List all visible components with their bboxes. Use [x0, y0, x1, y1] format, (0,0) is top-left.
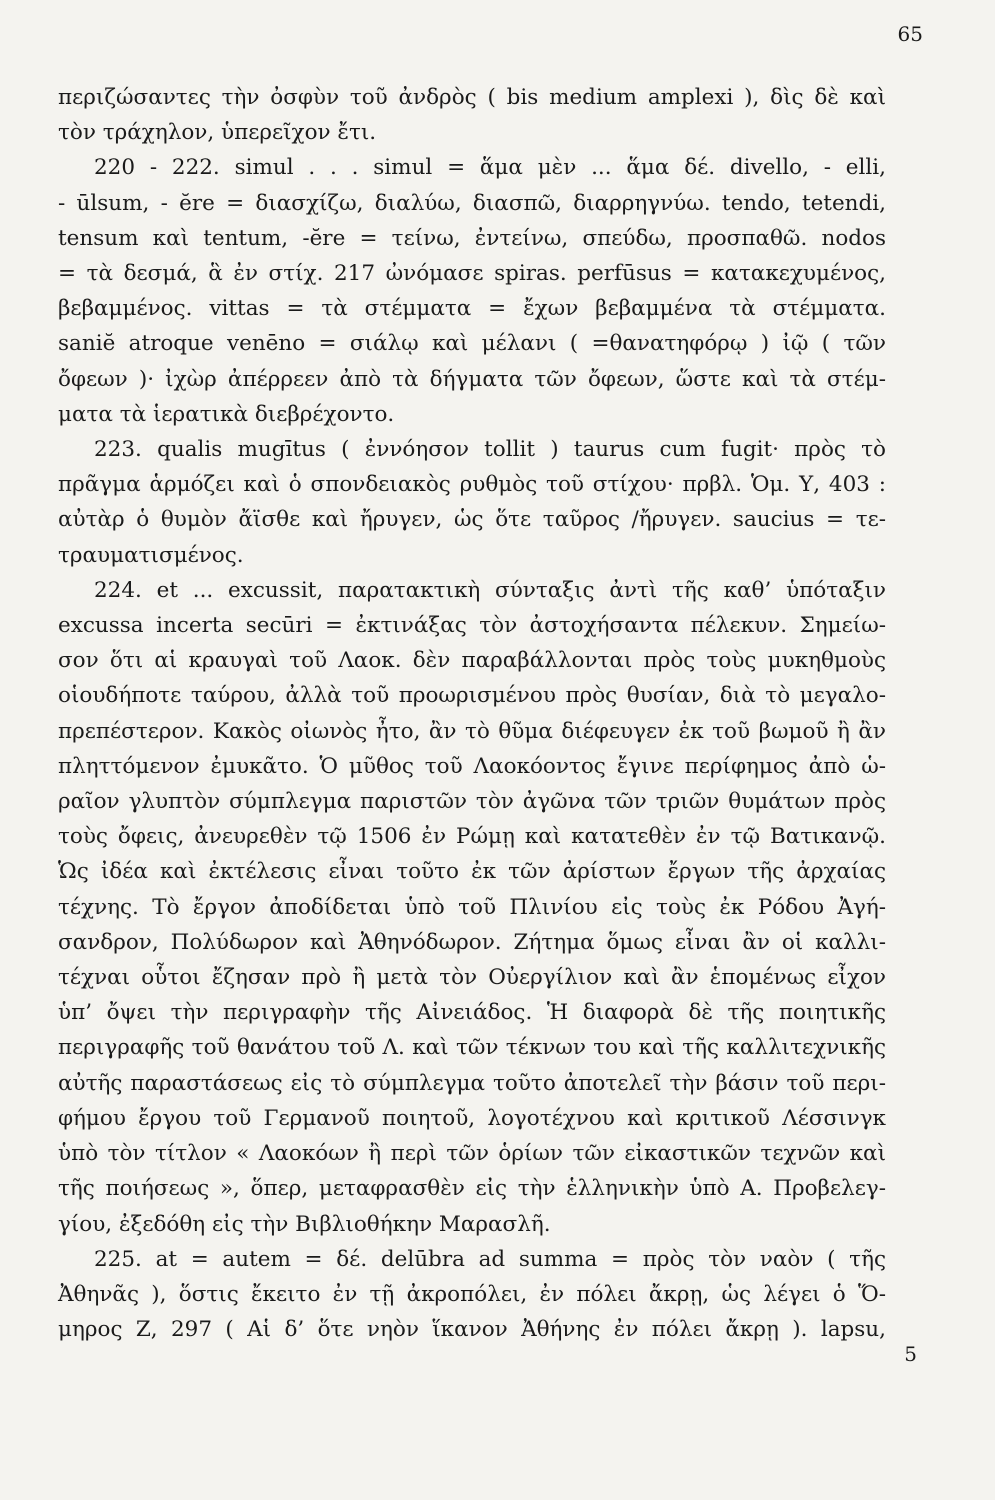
text-line: Ὡς ἰδέα καὶ ἐκτέλεσις εἶναι τοῦτο ἐκ τῶν ἀρίστων ἔργων τῆς ἀρχαίας — [58, 859, 886, 885]
text-line: σον ὅτι αἱ κραυγαὶ τοῦ Λαοκ. δὲν παραβάλλονται πρὸς τοὺς μυκηθμοὺς — [58, 648, 886, 674]
text-line: πρᾶγμα ἁρμόζει καὶ ὁ σπονδειακὸς ρυθμὸς τοῦ στίχου· πρβλ. Ὁμ. Υ, 403 : — [58, 472, 886, 498]
text-line: 225. at = autem = δέ. delūbra ad summa = πρὸς τὸν ναὸν ( τῆς — [94, 1246, 886, 1272]
signature-mark: 5 — [904, 1342, 917, 1366]
text-line: ὑπὸ τὸν τίτλον « Λαοκόων ἢ περὶ τῶν ὁρίων τῶν εἰκαστικῶν τεχνῶν καὶ — [58, 1141, 886, 1167]
text-line: βεβαμμένος. vittas = τὰ στέμματα = ἔχων βεβαμμένα τὰ στέμματα. — [58, 296, 886, 322]
text-line: τοὺς ὄφεις, ἀνευρεθὲν τῷ 1506 ἐν Ρώμῃ καὶ κατατεθὲν ἐν τῷ Βατικανῷ. — [58, 824, 886, 850]
body-text — [58, 80, 886, 1347]
text-line: ματα τὰ ἱερατικὰ διεβρέχοντο. — [58, 401, 395, 427]
text-line: ὑπ’ ὄψει τὴν περιγραφὴν τῆς Αἰνειάδος. Ἡ διαφορὰ δὲ τῆς ποιητικῆς — [58, 1000, 886, 1026]
text-line: saniĕ atroque venēno = σιάλῳ καὶ μέλανι ( =θανατηφόρῳ ) ἰῷ ( τῶν — [58, 331, 886, 357]
text-line: 223. qualis mugītus ( ἐννόησον tollit ) taurus cum fugit· πρὸς τὸ — [94, 437, 886, 463]
text-line: τραυματισμένος. — [58, 542, 244, 568]
text-line: αὐτὰρ ὁ θυμὸν ἄϊσθε καὶ ἤρυγεν, ὡς ὅτε ταῦρος /ἤρυγεν. saucius = τε- — [58, 507, 886, 533]
page-number: 65 — [897, 22, 923, 46]
text-line: περιζώσαντες τὴν ὀσφὺν τοῦ ἀνδρὸς ( bis medium amplexi ), δὶς δὲ καὶ — [58, 85, 886, 110]
text-line: τέχνης. Τὸ ἔργον ἀποδίδεται ὑπὸ τοῦ Πλινίου εἰς τοὺς ἐκ Ρόδου Ἀγή- — [58, 894, 886, 920]
text-line: φήμου ἔργου τοῦ Γερμανοῦ ποιητοῦ, λογοτέχνου καὶ κριτικοῦ Λέσσινγκ — [58, 1105, 886, 1131]
text-line: 224. et ... excussit, παρατακτικὴ σύνταξις ἀντὶ τῆς καθ’ ὑπόταξιν — [94, 577, 886, 603]
text-line: ραῖον γλυπτὸν σύμπλεγμα παριστῶν τὸν ἀγῶνα τῶν τριῶν θυμάτων πρὸς — [58, 789, 886, 815]
text-line: τὸν τράχηλον, ὑπερεῖχον ἔτι. — [58, 120, 377, 146]
text-line: περιγραφῆς τοῦ θανάτου τοῦ Λ. καὶ τῶν τέκνων του καὶ τῆς καλλιτεχνικῆς — [58, 1035, 886, 1061]
text-line: 220 - 222. simul . . . simul = ἅμα μὲν ... ἅμα δέ. divello, - elli, — [94, 155, 886, 181]
text-line: - ūlsum, - ĕre = διασχίζω, διαλύω, διασπῶ, διαρρηγνύω. tendo, tetendi, — [58, 190, 886, 216]
text-line: excussa incerta secūri = ἐκτινάξας τὸν ἀστοχήσαντα πέλεκυν. Σημείω- — [58, 613, 886, 639]
text-line: tensum καὶ tentum, -ĕre = τείνω, ἐντείνω, σπεύδω, προσπαθῶ. nodos — [58, 225, 886, 251]
text-line: τέχναι οὗτοι ἔζησαν πρὸ ἢ μετὰ τὸν Οὐεργίλιον καὶ ἂν ἑπομένως εἶχον — [58, 965, 886, 991]
text-line: μηρος Ζ, 297 ( Αἱ δ’ ὅτε νηὸν ἵκανον Ἀθήνης ἐν πόλει ἄκρῃ ). lapsu, — [58, 1317, 886, 1343]
text-line: τῆς ποιήσεως », ὅπερ, μεταφρασθὲν εἰς τὴν ἑλληνικὴν ὑπὸ Α. Προβελεγ- — [58, 1176, 886, 1202]
text-line: πληττόμενον ἐμυκᾶτο. Ὁ μῦθος τοῦ Λαοκόοντος ἔγινε περίφημος ἀπὸ ὡ- — [58, 753, 886, 779]
text-line: σανδρον, Πολύδωρον καὶ Ἀθηνόδωρον. Ζήτημα ὅμως εἶναι ἂν οἱ καλλι- — [58, 929, 886, 955]
text-line: Ἀθηνᾶς ), ὅστις ἔκειτο ἐν τῇ ἀκροπόλει, ἐν πόλει ἄκρῃ, ὡς λέγει ὁ Ὅ- — [58, 1281, 886, 1307]
text-line: = τὰ δεσμά, ἃ ἐν στίχ. 217 ὠνόμασε spiras. perfūsus = κατακεχυμένος, — [58, 261, 886, 287]
text-line: γίου, ἐξεδόθη εἰς τὴν Βιβλιοθήκην Μαρασλῆ. — [58, 1211, 551, 1237]
text-line: πρεπέστερον. Κακὸς οἰωνὸς ἦτο, ἂν τὸ θῦμα διέφευγεν ἐκ τοῦ βωμοῦ ἢ ἂν — [58, 718, 886, 744]
text-line: αὐτῆς παραστάσεως εἰς τὸ σύμπλεγμα τοῦτο ἀποτελεῖ τὴν βάσιν τοῦ περι- — [58, 1070, 886, 1096]
text-line: ὄφεων )· ἰχὼρ ἀπέρρεεν ἀπὸ τὰ δήγματα τῶν ὄφεων, ὥστε καὶ τὰ στέμ- — [58, 366, 886, 392]
text-line: οἱουδήποτε ταύρου, ἀλλὰ τοῦ προωρισμένου πρὸς θυσίαν, διὰ τὸ μεγαλο- — [58, 683, 886, 709]
